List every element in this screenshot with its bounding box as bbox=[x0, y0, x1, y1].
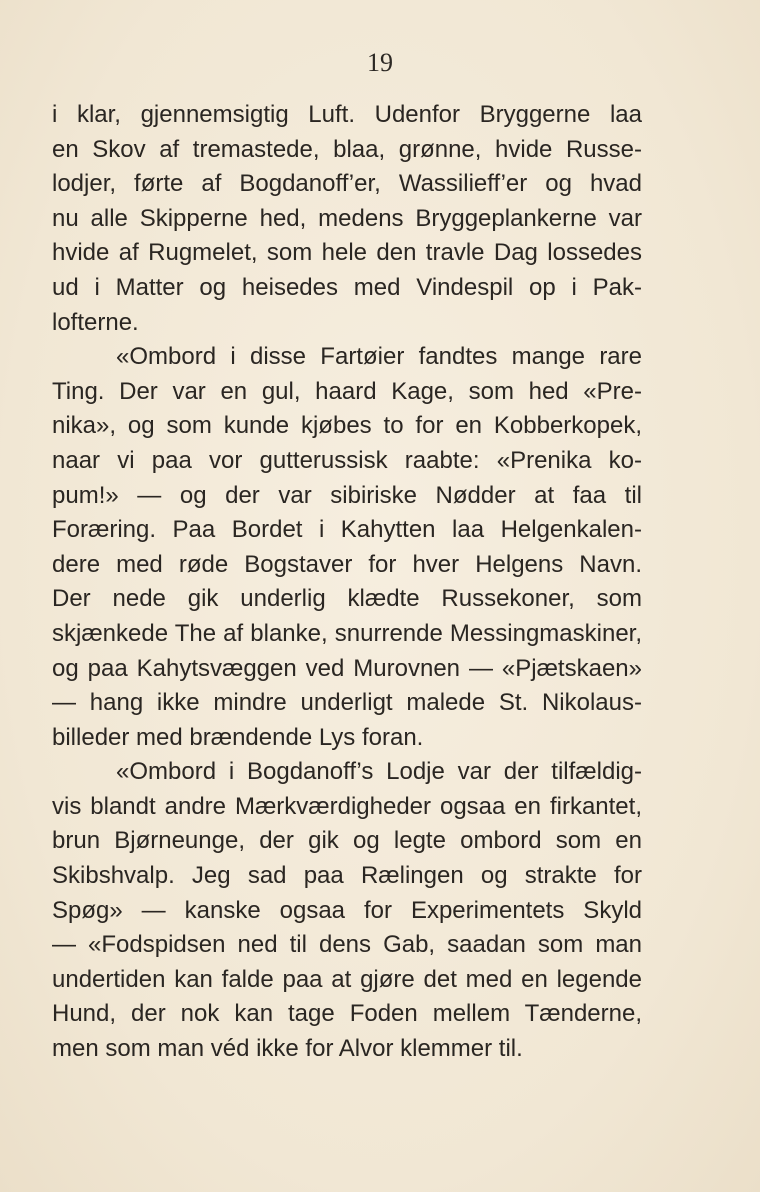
text-line: billeder med brændende Lys foran. bbox=[52, 723, 424, 751]
text-line: brun Bjørneunge, der gik og legte ombord som en bbox=[52, 827, 642, 855]
text-line: nu alle Skipperne hed, medens Bryggeplankerne var bbox=[52, 204, 642, 232]
text-line: Spøg» — kanske ogsaa for Experimentets Skyld bbox=[52, 896, 642, 924]
text-line: Hund, der nok kan tage Foden mellem Tænderne, bbox=[52, 1000, 642, 1028]
text-line: i klar, gjennemsigtig Luft. Udenfor Bryggerne laa bbox=[52, 101, 642, 128]
text-line: «Ombord i disse Fartøier fandtes mange rare bbox=[116, 343, 642, 371]
body-text bbox=[52, 98, 642, 1067]
text-line: Der nede gik underlig klædte Russekoner, som bbox=[52, 585, 642, 613]
text-line: og paa Kahytsvæggen ved Murovnen — «Pjætskaen» bbox=[52, 654, 642, 682]
text-line: pum!» — og der var sibiriske Nødder at faa til bbox=[52, 481, 642, 509]
text-line: hvide af Rugmelet, som hele den travle Dag lossedes bbox=[52, 239, 642, 267]
text-line: — «Fodspidsen ned til dens Gab, saadan som man bbox=[52, 931, 642, 959]
text-line: nika», og som kunde kjøbes to for en Kobberkopek, bbox=[52, 412, 642, 440]
text-line: skjænkede The af blanke, snurrende Messingmaskiner, bbox=[52, 619, 642, 647]
text-line: Foræring. Paa Bordet i Kahytten laa Helgenkalen- bbox=[52, 516, 642, 544]
text-line: en Skov af tremastede, blaa, grønne, hvide Russe- bbox=[52, 135, 642, 163]
text-line: lodjer, førte af Bogdanoff’er, Wassilieff’er og hvad bbox=[52, 170, 642, 198]
text-line: ud i Matter og heisedes med Vindespil op i Pak- bbox=[52, 273, 642, 301]
page-number: 19 bbox=[367, 48, 393, 77]
text-line: dere med røde Bogstaver for hver Helgens Navn. bbox=[52, 550, 642, 578]
text-line: «Ombord i Bogdanoff’s Lodje var der tilfældig- bbox=[116, 758, 642, 786]
text-line: undertiden kan falde paa at gjøre det med en legende bbox=[52, 965, 642, 993]
text-line: — hang ikke mindre underligt malede St. Nikolaus- bbox=[52, 689, 642, 717]
text-line: men som man véd ikke for Alvor klemmer til. bbox=[52, 1035, 523, 1063]
text-line: Skibshvalp. Jeg sad paa Rælingen og strakte for bbox=[52, 862, 642, 890]
text-line: vis blandt andre Mærkværdigheder ogsaa en firkantet, bbox=[52, 792, 642, 820]
text-line: lofterne. bbox=[52, 308, 139, 336]
text-line: naar vi paa vor gutterussisk raabte: «Prenika ko- bbox=[52, 446, 642, 474]
text-line: Ting. Der var en gul, haard Kage, som hed «Pre- bbox=[52, 377, 642, 405]
